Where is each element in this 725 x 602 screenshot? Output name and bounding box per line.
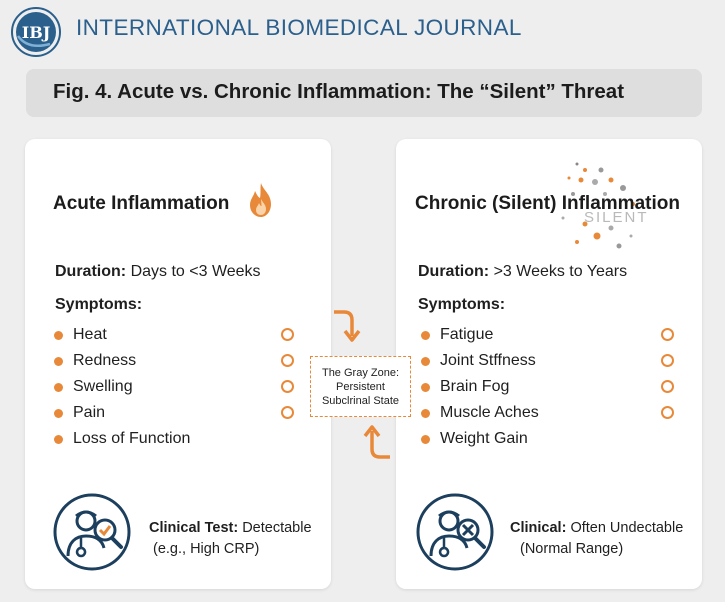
bullet-dot-icon: [54, 331, 63, 340]
list-item: Heat: [54, 322, 190, 348]
flame-icon: [246, 181, 276, 219]
list-item: Weight Gain: [421, 426, 539, 452]
arrow-up-icon: [356, 421, 396, 463]
doctor-check-icon: [52, 492, 132, 572]
chronic-ring-column: [661, 328, 674, 432]
bullet-dot-icon: [54, 357, 63, 366]
acute-test-value: Detectable: [242, 520, 312, 536]
acute-clinical-test: [149, 518, 312, 560]
list-item: Joint Stffness: [421, 348, 539, 374]
bullet-dot-icon: [54, 435, 63, 444]
list-item: Swelling: [54, 374, 190, 400]
doctor-cross-icon: [415, 492, 495, 572]
bullet-dot-icon: [421, 409, 430, 418]
chronic-test-label: Clinical:: [510, 520, 567, 536]
chronic-duration-label: Duration:: [418, 263, 490, 280]
list-item: Fatigue: [421, 322, 539, 348]
list-item: Pain: [54, 400, 190, 426]
acute-symptom-list: [54, 322, 190, 452]
list-item: Loss of Function: [54, 426, 190, 452]
gray-zone-line3: Subclrinal State: [321, 394, 400, 407]
journal-name: INTERNATIONAL BIOMEDICAL JOURNAL: [76, 15, 522, 40]
circle-outline-icon: [281, 380, 294, 393]
acute-heading: Acute Inflammation: [53, 193, 230, 214]
chronic-symptoms-label: Symptoms:: [418, 296, 506, 313]
gray-zone-box: [310, 356, 411, 417]
figure-title: Fig. 4. Acute vs. Chronic Inflammation: The “Silent” Threat: [53, 80, 625, 103]
circle-outline-icon: [281, 406, 294, 419]
acute-duration-label: Duration:: [55, 263, 127, 280]
circle-outline-icon: [281, 354, 294, 367]
acute-symptoms-label: Symptoms:: [55, 296, 143, 313]
chronic-duration: [418, 263, 627, 281]
chronic-symptom-list: [421, 322, 539, 452]
bullet-dot-icon: [421, 383, 430, 392]
circle-outline-icon: [661, 328, 674, 341]
bullet-dot-icon: [54, 409, 63, 418]
bullet-dot-icon: [421, 435, 430, 444]
chronic-heading: Chronic (Silent) Inflammation: [415, 193, 680, 214]
bullet-dot-icon: [421, 357, 430, 366]
chronic-test-value: Often Undectable: [570, 520, 684, 536]
logo-text: IBJ: [21, 23, 51, 42]
chronic-clinical-test: [510, 518, 683, 560]
acute-ring-column: [281, 328, 294, 432]
chronic-test-note: (Normal Range): [520, 541, 624, 557]
acute-test-label: Clinical Test:: [149, 520, 239, 536]
acute-test-note: (e.g., High CRP): [153, 541, 260, 557]
arrow-down-icon: [328, 306, 368, 346]
circle-outline-icon: [661, 354, 674, 367]
gray-zone-line1: The Gray Zone:: [321, 366, 400, 379]
list-item: Redness: [54, 348, 190, 374]
bullet-dot-icon: [421, 331, 430, 340]
list-item: Brain Fog: [421, 374, 539, 400]
acute-duration: [55, 263, 261, 281]
journal-logo-icon: [10, 6, 62, 58]
circle-outline-icon: [281, 328, 294, 341]
silent-watermark: SILENT: [584, 209, 649, 226]
bullet-dot-icon: [54, 383, 63, 392]
circle-outline-icon: [661, 380, 674, 393]
gray-zone-line2: Persistent: [336, 380, 385, 393]
list-item: Muscle Aches: [421, 400, 539, 426]
chronic-duration-value: >3 Weeks to Years: [493, 263, 628, 280]
acute-duration-value: Days to <3 Weeks: [130, 263, 261, 280]
circle-outline-icon: [661, 406, 674, 419]
